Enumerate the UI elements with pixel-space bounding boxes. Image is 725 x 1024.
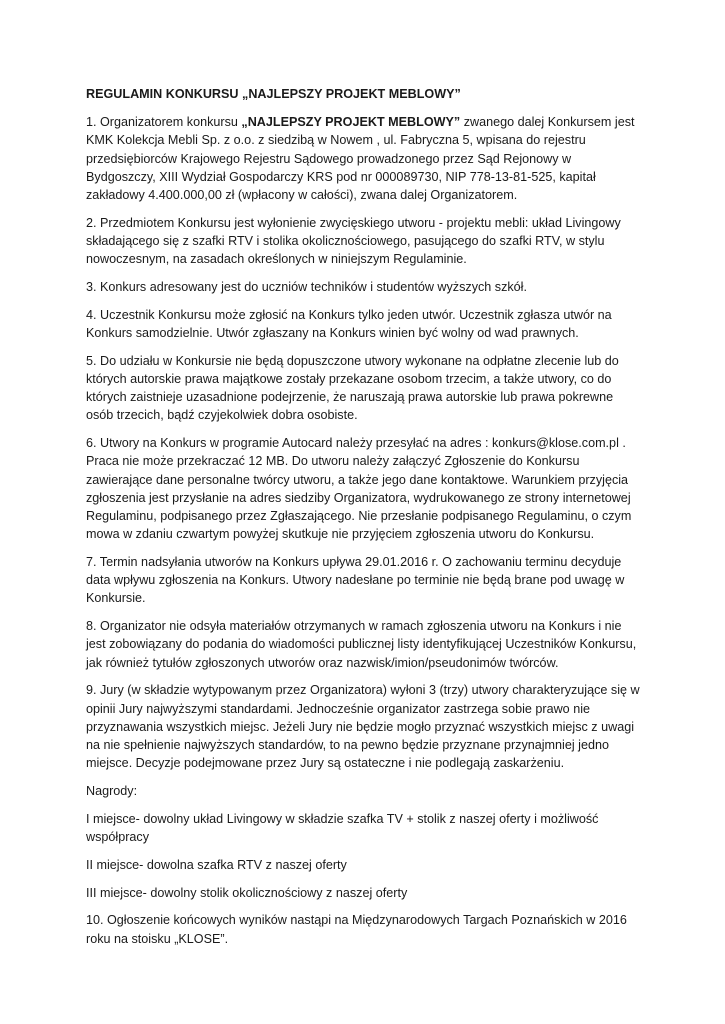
document-title: REGULAMIN KONKURSU „NAJLEPSZY PROJEKT MEBLOWY” — [86, 87, 461, 101]
paragraph-4: 4. Uczestnik Konkursu może zgłosić na Konkurs tylko jeden utwór. Uczestnik zgłasza utwór na Konkurs samodzielnie. Utwór zgłaszany na Konkurs winien być wolny od wad prawnych. — [86, 307, 612, 341]
paragraph-1-suffix: zwanego dalej Konkursem jest KMK Kolekcja Mebli Sp. z o.o. z siedzibą w Nowem , ul. Fabryczna 5, wpisana do rejestru przedsiębiorców Krajowego Rejestru Sądowego prowadzonego przez Sąd Rejonowy w Bydgoszczy, XIII Wydział Gospodarczy KRS pod nr 000089730, NIP 778-13-81-525, kapitał zakładowy 4.400.000,00 zł (wpłacony w całości), zwana dalej Organizatorem. — [86, 115, 635, 203]
paragraph-1 — [86, 113, 642, 204]
contest-name: „NAJLEPSZY PROJEKT MEBLOWY” — [241, 115, 461, 130]
paragraph-1-prefix: 1. Organizatorem konkursu — [86, 115, 242, 130]
prize-third-place: III miejsce- dowolny stolik okolicznościowy z naszej oferty — [86, 885, 408, 900]
prizes-heading: Nagrody: — [86, 784, 138, 799]
prize-second-place: II miejsce- dowolna szafka RTV z naszej oferty — [86, 857, 347, 872]
paragraph-8: 8. Organizator nie odsyła materiałów otrzymanych w ramach zgłoszenia utworu na Konkurs i nie jest zobowiązany do podania do wiadomości publicznej listy identyfikującej Uczestników Konkursu, jak również tytułów zgłoszonych utworów oraz nazwisk/imion/pseudonimów twórców. — [86, 619, 637, 670]
paragraph-2: 2. Przedmiotem Konkursu jest wyłonienie zwycięskiego utworu - projektu mebli: układ Livingowy składającego się z szafki RTV i stolika okolicznościowego, pasującego do szafki RTV, w stylu nowoczesnym, na zasadach określonych w niniejszym Regulaminie. — [86, 215, 621, 267]
paragraph-9: 9. Jury (w składzie wytypowanym przez Organizatora) wyłoni 3 (trzy) utwory charakteryzujące się w opinii Jury najwyższymi standardami. Jednocześnie organizator zastrzega sobie prawo nie przyznawania wszystkich miejsc. Jeżeli Jury nie będzie mogło przyznać wszystkich miejsc z uwagi na nie spełnienie najwyższych standardów, to na pewno będzie przyznane przynajmniej jedno miejsce. Decyzje podejmowane przez Jury są ostateczne i nie podlegają zaskarżeniu. — [86, 683, 640, 771]
paragraph-3: 3. Konkurs adresowany jest do uczniów techników i studentów wyższych szkół. — [86, 280, 527, 295]
paragraph-10: 10. Ogłoszenie końcowych wyników nastąpi na Międzynarodowych Targach Poznańskich w 2016 roku na stoisku „KLOSE”. — [86, 913, 627, 946]
prize-first-place: I miejsce- dowolny układ Livingowy w składzie szafka TV + stolik z naszej oferty i możliwość współpracy — [86, 811, 599, 845]
paragraph-6: 6. Utwory na Konkurs w programie Autocard należy przesyłać na adres : konkurs@klose.com.pl . Praca nie może przekraczać 12 MB. Do utworu należy załączyć Zgłoszenie do Konkursu zawierające dane personalne twórcy utworu, a także jego dane kontaktowe. Warunkiem przyjęcia zgłoszenia jest przysłanie na adres siedziby Organizatora, wydrukowanego ze strony internetowej Regulaminu, podpisanego przez Zgłaszającego. Nie przesłanie podpisanego Regulaminu, o czym mowa w zdaniu czwartym powyżej skutkuje nie przyjęciem zgłoszenia utworu do Konkursu. — [86, 436, 632, 542]
paragraph-5: 5. Do udziału w Konkursie nie będą dopuszczone utwory wykonane na odpłatne zlecenie lub do których autorskie prawa majątkowe zostały przekazane osobom trzecim, a także utwory, co do których zaistnieje uzasadnione podejrzenie, że naruszają prawa autorskie lub prawa pokrewne osób trzecich, bądź czyjekolwiek dobra osobiste. — [86, 353, 619, 423]
document-page — [86, 85, 642, 957]
paragraph-7: 7. Termin nadsyłania utworów na Konkurs upływa 29.01.2016 r. O zachowaniu terminu decyduje data wpływu zgłoszenia na Konkurs. Utwory nadesłane po terminie nie będą brane pod uwagę w Konkursie. — [86, 555, 625, 606]
